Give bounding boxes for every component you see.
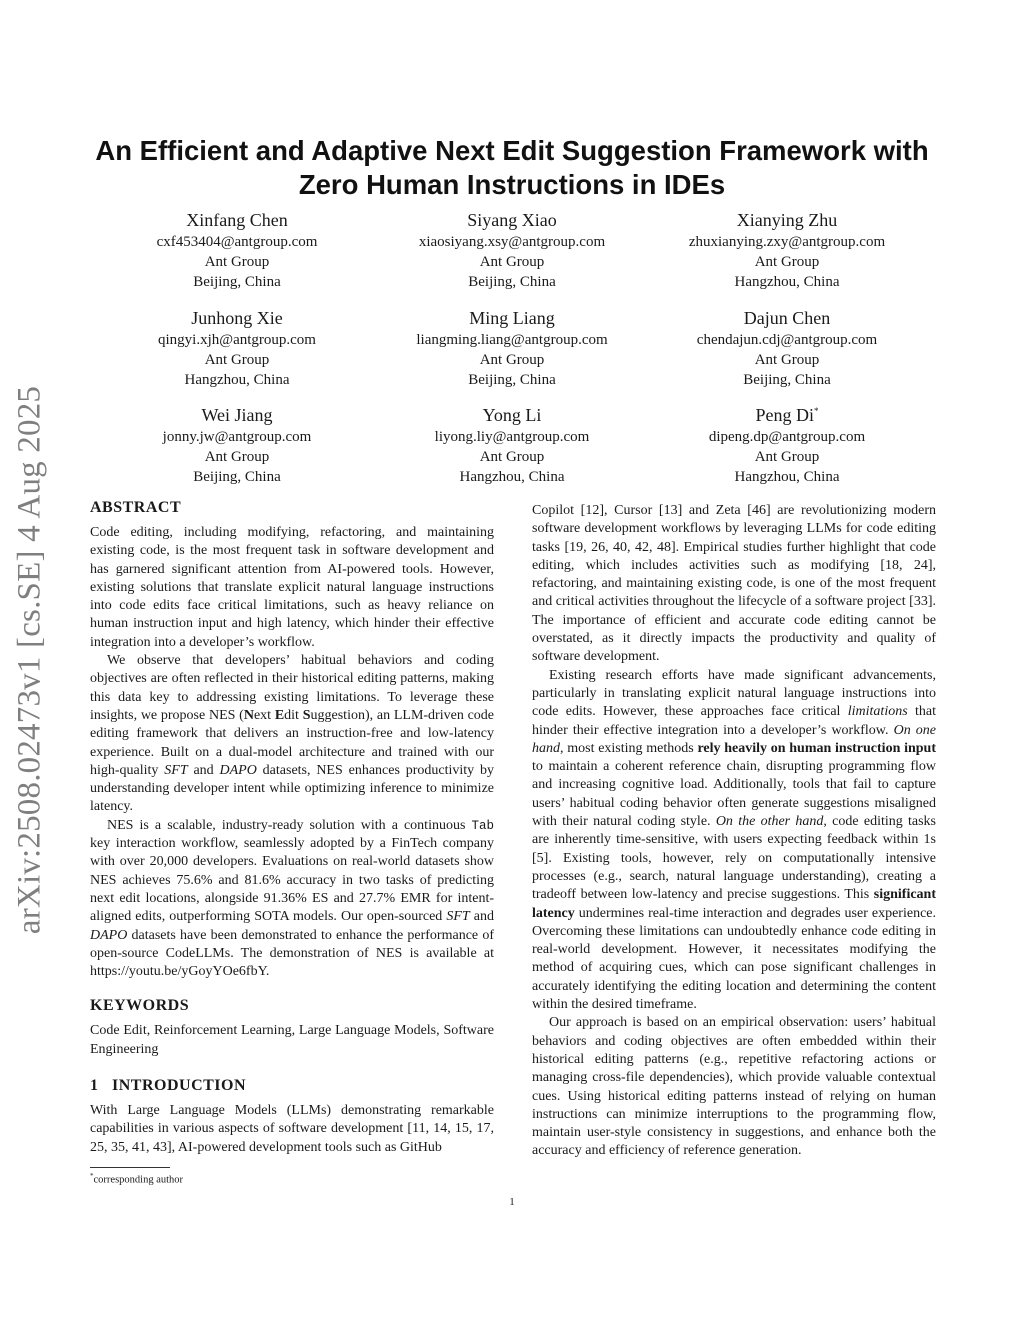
author-location: Beijing, China: [468, 274, 556, 290]
left-column: [90, 498, 494, 1157]
author-location: Hangzhou, China: [184, 372, 290, 388]
introduction-heading: 1 INTRODUCTION: [90, 1077, 247, 1095]
author-email: xiaosiyang.xsy@antgroup.com: [418, 234, 606, 250]
author-block: [362, 209, 662, 292]
author-org: Ant Group: [204, 254, 270, 270]
author-name: Peng Di*: [755, 405, 819, 425]
author-name: Xinfang Chen: [186, 210, 288, 230]
right-column: [532, 502, 936, 1161]
author-block: [637, 209, 937, 292]
author-org: Ant Group: [754, 352, 820, 368]
introduction-paragraph-3: Our approach is based on an empirical observation: users’ habitual behaviors and coding objectives are often embedded within their historical editing patterns (e.g., repetitive refactoring actions or managing cross-file dependencies), which provide valuable contextual cues. Using historical editing patterns instead of relying on human instructions can minimize interruptions to the programming flow, maintain user-style consistency in suggestions, and enhance both the accuracy and efficiency of reference generation.: [532, 1015, 936, 1159]
title-line-2: Zero Human Instructions in IDEs: [298, 169, 726, 200]
keywords-heading: KEYWORDS: [90, 997, 190, 1015]
author-org: Ant Group: [204, 449, 270, 465]
abstract-paragraph-3: NES is a scalable, industry-ready solution with a continuous Tab key interaction workflow, seamlessly adopted by a FinTech company with over 20,000 developers. Evaluations on real-world datasets show NES achieves 75.6% and 81.6% accuracy in two tasks of predicting next edit locations, alongside 91.36% ES and 27.7% EMR for intent-aligned edits, outperforming SOTA models. Our open-sourced SFT and DAPO datasets have been demonstrated to enhance the performance of open-source CodeLLMs. The demonstration of NES is available at https://youtu.be/yGoyYOe6fbY.: [90, 817, 494, 980]
author-email: cxf453404@antgroup.com: [156, 234, 318, 250]
author-location: Beijing, China: [193, 469, 281, 485]
author-location: Hangzhou, China: [459, 469, 565, 485]
keywords-text: Code Edit, Reinforcement Learning, Large Language Models, Software Engineering: [90, 1023, 494, 1057]
author-org: Ant Group: [754, 449, 820, 465]
author-location: Hangzhou, China: [734, 469, 840, 485]
introduction-paragraph-1-continued: Copilot [12], Cursor [13] and Zeta [46] are revolutionizing modern software development workflows by leveraging LLMs for code editing tasks [19, 26, 40, 42, 48]. Empirical studies further highlight that code editing, which includes activities such as modifying [18, 24], refactoring, and maintaining existing code, is one of the most frequent and critical activities throughout the lifecycle of a software project [33]. The importance of efficient and accurate code editing cannot be overstated, as it directly impacts the productivity and quality of software development.: [532, 503, 936, 665]
author-org: Ant Group: [479, 352, 545, 368]
author-email: zhuxianying.zxy@antgroup.com: [688, 234, 886, 250]
author-location: Beijing, China: [193, 274, 281, 290]
corresponding-author-mark: *: [814, 406, 819, 416]
introduction-paragraph-1-start: With Large Language Models (LLMs) demonstrating remarkable capabilities in various aspects of software development [11, 14, 15, 17, 25, 35, 41, 43], AI-powered development tools such as GitHub: [90, 1103, 494, 1155]
author-location: Beijing, China: [743, 372, 831, 388]
author-location: Hangzhou, China: [734, 274, 840, 290]
tab-key-code: Tab: [471, 818, 494, 833]
author-block: [637, 404, 937, 487]
author-name: Yong Li: [482, 405, 542, 425]
author-org: Ant Group: [204, 352, 270, 368]
abstract-paragraph-2: We observe that developers’ habitual behaviors and coding objectives are often reflected in their historical editing patterns, making this data key to addressing existing limitations. To leverage these insights, we propose NES (Next Edit Suggestion), an LLM-driven code editing framework that delivers an instruction-free and low-latency experience. Built on a dual-model architecture and trained with our high-quality SFT and DAPO datasets, NES enhances productivity by understanding developer intent while optimizing inference to minimize latency.: [90, 653, 495, 815]
author-email: qingyi.xjh@antgroup.com: [158, 332, 316, 348]
footnote-rule: [90, 1167, 170, 1168]
abstract-paragraph-1: Code editing, including modifying, refactoring, and maintaining existing code, is the most frequent task in software development and has garnered significant attention from AI-powered tools. However, existing solutions that translate explicit natural language instructions into code edits face critical limitations, such as heavy reliance on human instruction input and high latency, which hinder their effective integration into a developer’s workflow.: [90, 525, 494, 650]
author-block: [362, 307, 662, 390]
author-name: Junhong Xie: [191, 308, 283, 328]
author-name: Dajun Chen: [743, 308, 831, 328]
author-block: [637, 307, 937, 390]
page-number: 1: [509, 1196, 515, 1208]
author-block: [87, 404, 387, 487]
author-block: [87, 209, 387, 292]
author-block: [87, 307, 387, 390]
arxiv-identifier-stamp: arXiv:2508.02473v1 [cs.SE] 4 Aug 2025: [11, 385, 48, 935]
author-email: liyong.liy@antgroup.com: [434, 429, 590, 445]
author-name: Wei Jiang: [201, 405, 273, 425]
author-email: dipeng.dp@antgroup.com: [708, 429, 866, 445]
author-name: Xianying Zhu: [736, 210, 838, 230]
author-name: Siyang Xiao: [467, 210, 557, 230]
author-email: liangming.liang@antgroup.com: [416, 332, 608, 348]
author-org: Ant Group: [479, 254, 545, 270]
introduction-paragraph-2: Existing research efforts have made significant advancements, particularly in translating explicit natural language instructions into code edits. However, these approaches face critical limitations that hinder their effective integration into a developer’s workflow. On one hand, most existing methods rely heavily on human instruction input to maintain a coherent reference chain, disrupting programming flow and increasing cognitive load. Additionally, tools that fail to capture users’ habitual coding behavior often generate suggestions misaligned with their natural coding style. On the other hand, code editing tasks are inherently time-sensitive, with users expecting feedback within 1s [5]. Existing tools, however, rely on computationally intensive processes (e.g., search, natural language understanding), creating a tradeoff between low-latency and precise suggestions. This significant latency undermines real-time interaction and degrades user experience. Overcoming these limitations can undoubtedly enhance code editing in real-world development. However, it necessitates modifying the method of acquiring cues, which can pose significant challenges in accurately identifying the editing location and determining the content within the desired timeframe.: [532, 667, 937, 1013]
author-email: chendajun.cdj@antgroup.com: [696, 332, 878, 348]
author-org: Ant Group: [754, 254, 820, 270]
title-line-1: An Efficient and Adaptive Next Edit Suggestion Framework with: [95, 135, 929, 166]
abstract-heading: ABSTRACT: [90, 499, 182, 516]
footnote: *corresponding author: [90, 1172, 184, 1186]
author-email: jonny.jw@antgroup.com: [162, 429, 312, 445]
author-org: Ant Group: [479, 449, 545, 465]
paper-title: [80, 134, 944, 202]
author-location: Beijing, China: [468, 372, 556, 388]
author-name: Ming Liang: [469, 308, 555, 328]
author-block: [362, 404, 662, 487]
